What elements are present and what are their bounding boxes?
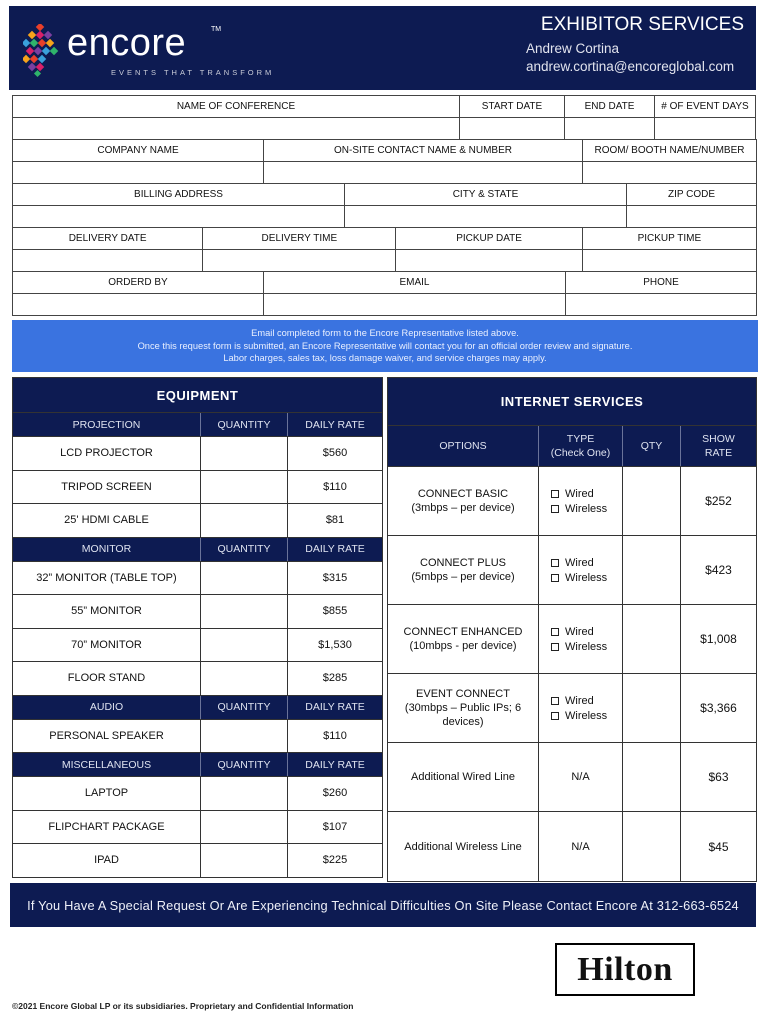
show-rate: $3,366 bbox=[680, 674, 756, 742]
trademark: TM bbox=[211, 26, 222, 33]
option-cell bbox=[388, 674, 538, 742]
item-rate: $110 bbox=[287, 720, 382, 753]
ordered-by-field[interactable] bbox=[12, 293, 264, 316]
item-name: 25' HDMI CABLE bbox=[64, 514, 149, 527]
quantity-input[interactable] bbox=[200, 777, 287, 810]
item-name: PERSONAL SPEAKER bbox=[49, 729, 164, 742]
label-billing-address: BILLING ADDRESS bbox=[12, 183, 345, 206]
quantity-header: QUANTITY bbox=[200, 696, 287, 719]
page-title: EXHIBITOR SERVICES bbox=[540, 14, 744, 35]
quantity-input[interactable] bbox=[200, 811, 287, 844]
rep-name: Andrew Cortina bbox=[526, 41, 620, 56]
item-rate: $560 bbox=[287, 437, 382, 470]
table-row bbox=[13, 776, 382, 810]
label-delivery-time: DELIVERY TIME bbox=[202, 227, 396, 250]
type-header-line: (Check One) bbox=[550, 447, 611, 459]
section-name: AUDIO bbox=[89, 701, 124, 713]
item-name: 70” MONITOR bbox=[71, 638, 142, 651]
type-na: N/A bbox=[538, 812, 622, 881]
options-header: OPTIONS bbox=[439, 440, 487, 452]
logo-tagline: EVENTS THAT TRANSFORM bbox=[111, 68, 275, 77]
form-row-inputs bbox=[12, 118, 757, 140]
table-row bbox=[13, 810, 382, 844]
qty-header: QTY bbox=[622, 426, 680, 466]
submission-notice bbox=[12, 320, 758, 372]
section-name: PROJECTION bbox=[72, 418, 141, 431]
label-pickup-time: PICKUP TIME bbox=[582, 227, 757, 250]
header-banner bbox=[9, 6, 756, 90]
wireless-label: Wireless bbox=[565, 502, 608, 515]
section-name: MISCELLANEOUS bbox=[61, 758, 152, 771]
item-name: FLIPCHART PACKAGE bbox=[48, 820, 165, 833]
notice-line: Once this request form is submitted, an Encore Representative will contact you for an official order review and signature. bbox=[137, 340, 633, 351]
rep-email[interactable]: andrew.cortina@encoreglobal.com bbox=[526, 59, 735, 74]
end-date-field[interactable] bbox=[564, 117, 655, 140]
email-field[interactable] bbox=[263, 293, 566, 316]
wireless-label: Wireless bbox=[565, 571, 608, 584]
type-header bbox=[538, 426, 622, 466]
type-checkboxes bbox=[538, 605, 622, 673]
section-header-monitor bbox=[13, 537, 382, 561]
phone-field[interactable] bbox=[565, 293, 757, 316]
wired-checkbox[interactable] bbox=[551, 624, 594, 639]
qty-input[interactable] bbox=[622, 812, 680, 881]
option-detail: (5mbps – per device) bbox=[411, 571, 515, 583]
qty-input[interactable] bbox=[622, 743, 680, 811]
checkbox-icon bbox=[551, 490, 559, 498]
rate-header-line: SHOW bbox=[702, 433, 735, 445]
item-name: IPAD bbox=[94, 854, 119, 867]
show-rate: $423 bbox=[680, 536, 756, 604]
checkbox-icon bbox=[551, 628, 559, 636]
encore-wordmark: encore bbox=[67, 22, 187, 64]
equipment-title: EQUIPMENT bbox=[13, 378, 382, 412]
city-state-field[interactable] bbox=[344, 205, 627, 228]
form-row-inputs bbox=[12, 294, 757, 316]
wired-checkbox[interactable] bbox=[551, 693, 594, 708]
conference-name-field[interactable] bbox=[12, 117, 460, 140]
label-email: EMAIL bbox=[263, 271, 566, 294]
form-row-labels bbox=[12, 272, 757, 294]
item-rate: $110 bbox=[287, 471, 382, 504]
option-name: CONNECT PLUS bbox=[420, 557, 506, 569]
option-cell bbox=[388, 605, 538, 673]
event-days-field[interactable] bbox=[654, 117, 756, 140]
checkbox-icon bbox=[551, 697, 559, 705]
option-cell bbox=[388, 536, 538, 604]
quantity-input[interactable] bbox=[200, 471, 287, 504]
notice-line: Email completed form to the Encore Representative listed above. bbox=[251, 328, 519, 338]
wireless-checkbox[interactable] bbox=[551, 639, 607, 654]
company-name-field[interactable] bbox=[12, 161, 264, 184]
form-row-labels bbox=[12, 228, 757, 250]
form-row-labels bbox=[12, 140, 757, 162]
qty-input[interactable] bbox=[622, 674, 680, 742]
form-row-labels bbox=[12, 184, 757, 206]
event-info-form bbox=[12, 96, 757, 316]
rate-header: DAILY RATE bbox=[287, 413, 382, 436]
show-rate: $63 bbox=[680, 743, 756, 811]
billing-address-field[interactable] bbox=[12, 205, 345, 228]
label-delivery-date: DELIVERY DATE bbox=[12, 227, 203, 250]
label-onsite-contact: ON-SITE CONTACT NAME & NUMBER bbox=[263, 139, 583, 162]
wireless-checkbox[interactable] bbox=[551, 501, 607, 516]
section-name: MONITOR bbox=[81, 543, 132, 555]
type-header-line: TYPE bbox=[566, 433, 595, 445]
table-row bbox=[13, 843, 382, 877]
item-rate: $260 bbox=[287, 777, 382, 810]
type-checkboxes bbox=[538, 536, 622, 604]
wired-label: Wired bbox=[565, 556, 594, 569]
table-row bbox=[13, 561, 382, 595]
table-row bbox=[13, 628, 382, 662]
table-row bbox=[13, 719, 382, 753]
table-row bbox=[388, 673, 756, 742]
item-rate: $315 bbox=[287, 562, 382, 595]
label-zip: ZIP CODE bbox=[626, 183, 757, 206]
type-na: N/A bbox=[538, 743, 622, 811]
wired-label: Wired bbox=[565, 694, 594, 707]
label-room-booth: ROOM/ BOOTH NAME/NUMBER bbox=[582, 139, 757, 162]
item-rate: $855 bbox=[287, 595, 382, 628]
item-rate: $285 bbox=[287, 662, 382, 695]
wired-label: Wired bbox=[565, 487, 594, 500]
extra-name: Additional Wireless Line bbox=[404, 840, 522, 853]
label-company: COMPANY NAME bbox=[12, 139, 264, 162]
table-row bbox=[388, 742, 756, 811]
item-rate: $107 bbox=[287, 811, 382, 844]
show-rate: $252 bbox=[680, 467, 756, 535]
label-pickup-date: PICKUP DATE bbox=[395, 227, 582, 250]
checkbox-icon bbox=[551, 505, 559, 513]
type-checkboxes bbox=[538, 674, 622, 742]
item-name: FLOOR STAND bbox=[67, 672, 146, 685]
checkbox-icon bbox=[551, 559, 559, 567]
quantity-header: QUANTITY bbox=[200, 538, 287, 561]
item-name: LCD PROJECTOR bbox=[60, 447, 153, 460]
delivery-date-field[interactable] bbox=[12, 249, 203, 272]
pickup-date-field[interactable] bbox=[395, 249, 582, 272]
rate-header: DAILY RATE bbox=[287, 538, 382, 561]
quantity-input[interactable] bbox=[200, 844, 287, 877]
form-row-inputs bbox=[12, 206, 757, 228]
item-name: 55” MONITOR bbox=[71, 605, 142, 618]
item-rate: $81 bbox=[287, 504, 382, 537]
quantity-input[interactable] bbox=[200, 595, 287, 628]
start-date-field[interactable] bbox=[459, 117, 565, 140]
form-row-labels bbox=[12, 96, 757, 118]
internet-title: INTERNET SERVICES bbox=[388, 378, 756, 425]
hilton-logo: Hilton bbox=[555, 943, 695, 996]
form-row-inputs bbox=[12, 250, 757, 272]
wireless-label: Wireless bbox=[565, 640, 608, 653]
quantity-input[interactable] bbox=[200, 437, 287, 470]
item-name: LAPTOP bbox=[84, 787, 129, 800]
qty-input[interactable] bbox=[622, 605, 680, 673]
label-phone: PHONE bbox=[565, 271, 757, 294]
table-row bbox=[13, 661, 382, 695]
table-row bbox=[388, 466, 756, 535]
option-detail: (10mbps - per device) bbox=[409, 640, 517, 652]
quantity-header: QUANTITY bbox=[200, 753, 287, 776]
option-name: EVENT CONNECT bbox=[416, 688, 510, 700]
encore-mark-icon bbox=[23, 24, 63, 78]
item-rate: $1,530 bbox=[287, 629, 382, 662]
section-header-projection bbox=[13, 412, 382, 436]
rate-header: DAILY RATE bbox=[287, 753, 382, 776]
qty-input[interactable] bbox=[622, 536, 680, 604]
type-checkboxes bbox=[538, 467, 622, 535]
form-row-inputs bbox=[12, 162, 757, 184]
rate-header: DAILY RATE bbox=[287, 696, 382, 719]
show-rate: $45 bbox=[680, 812, 756, 881]
extra-name: Additional Wired Line bbox=[411, 771, 515, 783]
label-ordered-by: ORDERD BY bbox=[12, 271, 264, 294]
wired-checkbox[interactable] bbox=[551, 486, 594, 501]
room-booth-field[interactable] bbox=[582, 161, 757, 184]
section-header-miscellaneous bbox=[13, 752, 382, 776]
table-row bbox=[13, 470, 382, 504]
encore-logo bbox=[23, 20, 275, 82]
item-name: TRIPOD SCREEN bbox=[61, 480, 152, 493]
wireless-label: Wireless bbox=[565, 709, 608, 722]
rate-header-line: RATE bbox=[704, 447, 733, 459]
internet-services-table bbox=[387, 377, 757, 882]
onsite-contact-field[interactable] bbox=[263, 161, 583, 184]
label-end-date: END DATE bbox=[564, 95, 655, 118]
show-rate: $1,008 bbox=[680, 605, 756, 673]
table-row bbox=[13, 503, 382, 537]
table-row bbox=[388, 604, 756, 673]
quantity-input[interactable] bbox=[200, 662, 287, 695]
item-rate: $225 bbox=[287, 844, 382, 877]
quantity-input[interactable] bbox=[200, 720, 287, 753]
zip-code-field[interactable] bbox=[626, 205, 757, 228]
option-name: CONNECT ENHANCED bbox=[403, 626, 523, 638]
item-name: 32” MONITOR (TABLE TOP) bbox=[36, 571, 177, 584]
table-row bbox=[388, 811, 756, 881]
label-conference: NAME OF CONFERENCE bbox=[12, 95, 460, 118]
rate-header bbox=[680, 426, 756, 466]
delivery-time-field[interactable] bbox=[202, 249, 396, 272]
label-start-date: START DATE bbox=[459, 95, 565, 118]
checkbox-icon bbox=[551, 712, 559, 720]
checkbox-icon bbox=[551, 574, 559, 582]
option-detail: (30mbps – Public IPs; 6 devices) bbox=[404, 702, 522, 728]
label-city-state: CITY & STATE bbox=[344, 183, 627, 206]
table-row bbox=[13, 594, 382, 628]
quantity-input[interactable] bbox=[200, 504, 287, 537]
pickup-time-field[interactable] bbox=[582, 249, 757, 272]
option-name: CONNECT BASIC bbox=[417, 488, 509, 500]
section-header-audio bbox=[13, 695, 382, 719]
copyright-notice: ©2021 Encore Global LP or its subsidiaries. Proprietary and Confidential Information bbox=[12, 1001, 354, 1011]
wired-label: Wired bbox=[565, 625, 594, 638]
quantity-input[interactable] bbox=[200, 562, 287, 595]
support-contact-bar: If You Have A Special Request Or Are Experiencing Technical Difficulties On Site Please Contact Encore At 312-663-6524 bbox=[10, 883, 756, 927]
qty-input[interactable] bbox=[622, 467, 680, 535]
checkbox-icon bbox=[551, 643, 559, 651]
equipment-table bbox=[12, 377, 383, 878]
internet-header-row bbox=[388, 425, 756, 466]
option-detail: (3mbps – per device) bbox=[411, 502, 515, 514]
wireless-checkbox[interactable] bbox=[551, 708, 607, 723]
notice-line: Labor charges, sales tax, loss damage waiver, and service charges may apply. bbox=[223, 353, 547, 363]
quantity-input[interactable] bbox=[200, 629, 287, 662]
table-row bbox=[388, 535, 756, 604]
wired-checkbox[interactable] bbox=[551, 555, 594, 570]
label-event-days: # OF EVENT DAYS bbox=[654, 95, 756, 118]
option-cell bbox=[388, 467, 538, 535]
wireless-checkbox[interactable] bbox=[551, 570, 607, 585]
quantity-header: QUANTITY bbox=[200, 413, 287, 436]
table-row bbox=[13, 436, 382, 470]
